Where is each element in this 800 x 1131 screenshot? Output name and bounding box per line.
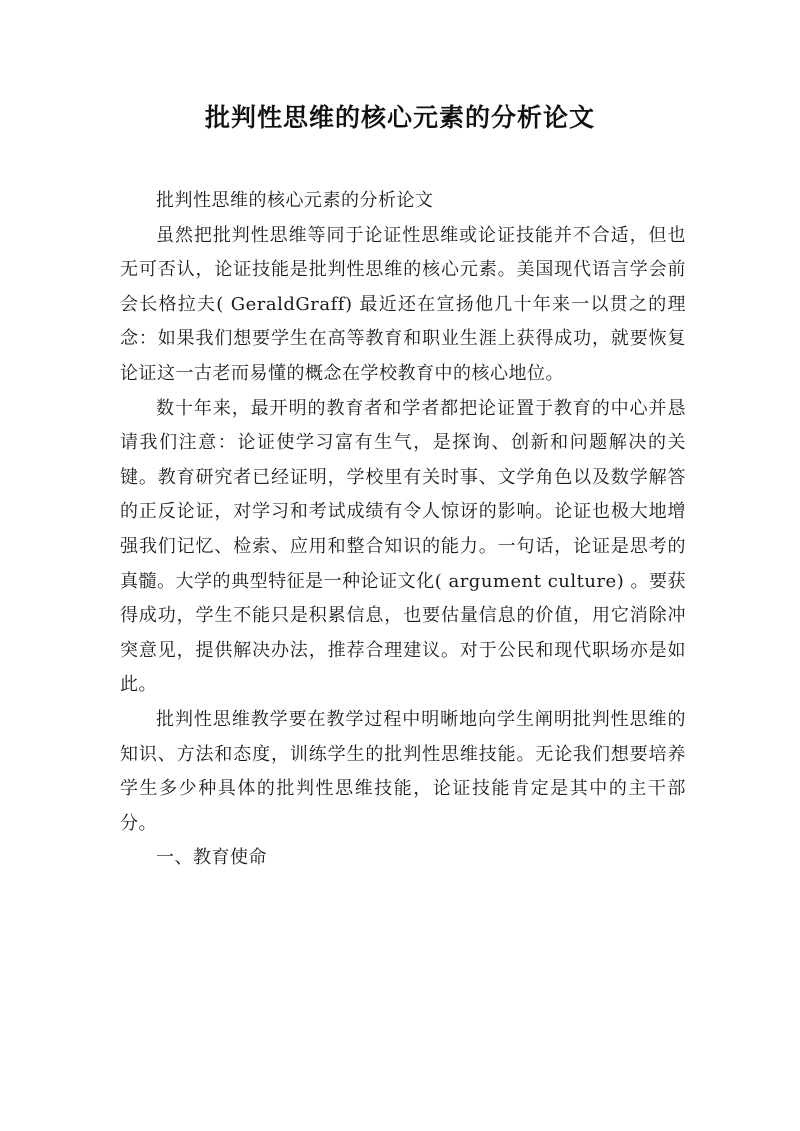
paragraph-subtitle: 批判性思维的核心元素的分析论文 — [156, 190, 434, 211]
paragraph-argument-culture: 数十年来，最开明的教育者和学者都把论证置于教育的中心并恳请我们注意：论证使学习富有生气，是探询、创新和问题解决的关键。教育研究者已经证明，学校里有关时事、文学角色以及数学解答的正反论证，对学习和考试成绩有令人惊讶的影响。论证也极大地增强我们记忆、检索、应用和整合知识的能力。一句话，论证是思考的真髓。大学的典型特征是一种论证文化( argument culture) 。要获得成功，学生不能只是积累信息，也要估量信息的价值，用它消除冲突意见，提供解决办法，推荐合理建议。对于公民和现代职场亦是如此。 — [120, 397, 686, 696]
paragraph-teaching: 批判性思维教学要在教学过程中明晰地向学生阐明批判性思维的知识、方法和态度，训练学生的批判性思维技能。无论我们想要培养学生多少种具体的批判性思维技能，论证技能肯定是其中的主干部分。 — [120, 708, 686, 834]
paragraph-intro: 虽然把批判性思维等同于论证性思维或论证技能并不合适，但也无可否认，论证技能是批判性思维的核心元素。美国现代语言学会前会长格拉夫( GeraldGraff) 最近还在宣扬他几十年来一以贯之的理念：如果我们想要学生在高等教育和职业生涯上获得成功，就要恢复论证这一古老而易懂的概念在学校教育中的核心地位。 — [120, 224, 686, 384]
document-body — [120, 184, 686, 876]
section-heading: 一、教育使命 — [156, 847, 267, 869]
document-title: 批判性思维的核心元素的分析论文 — [204, 103, 595, 132]
